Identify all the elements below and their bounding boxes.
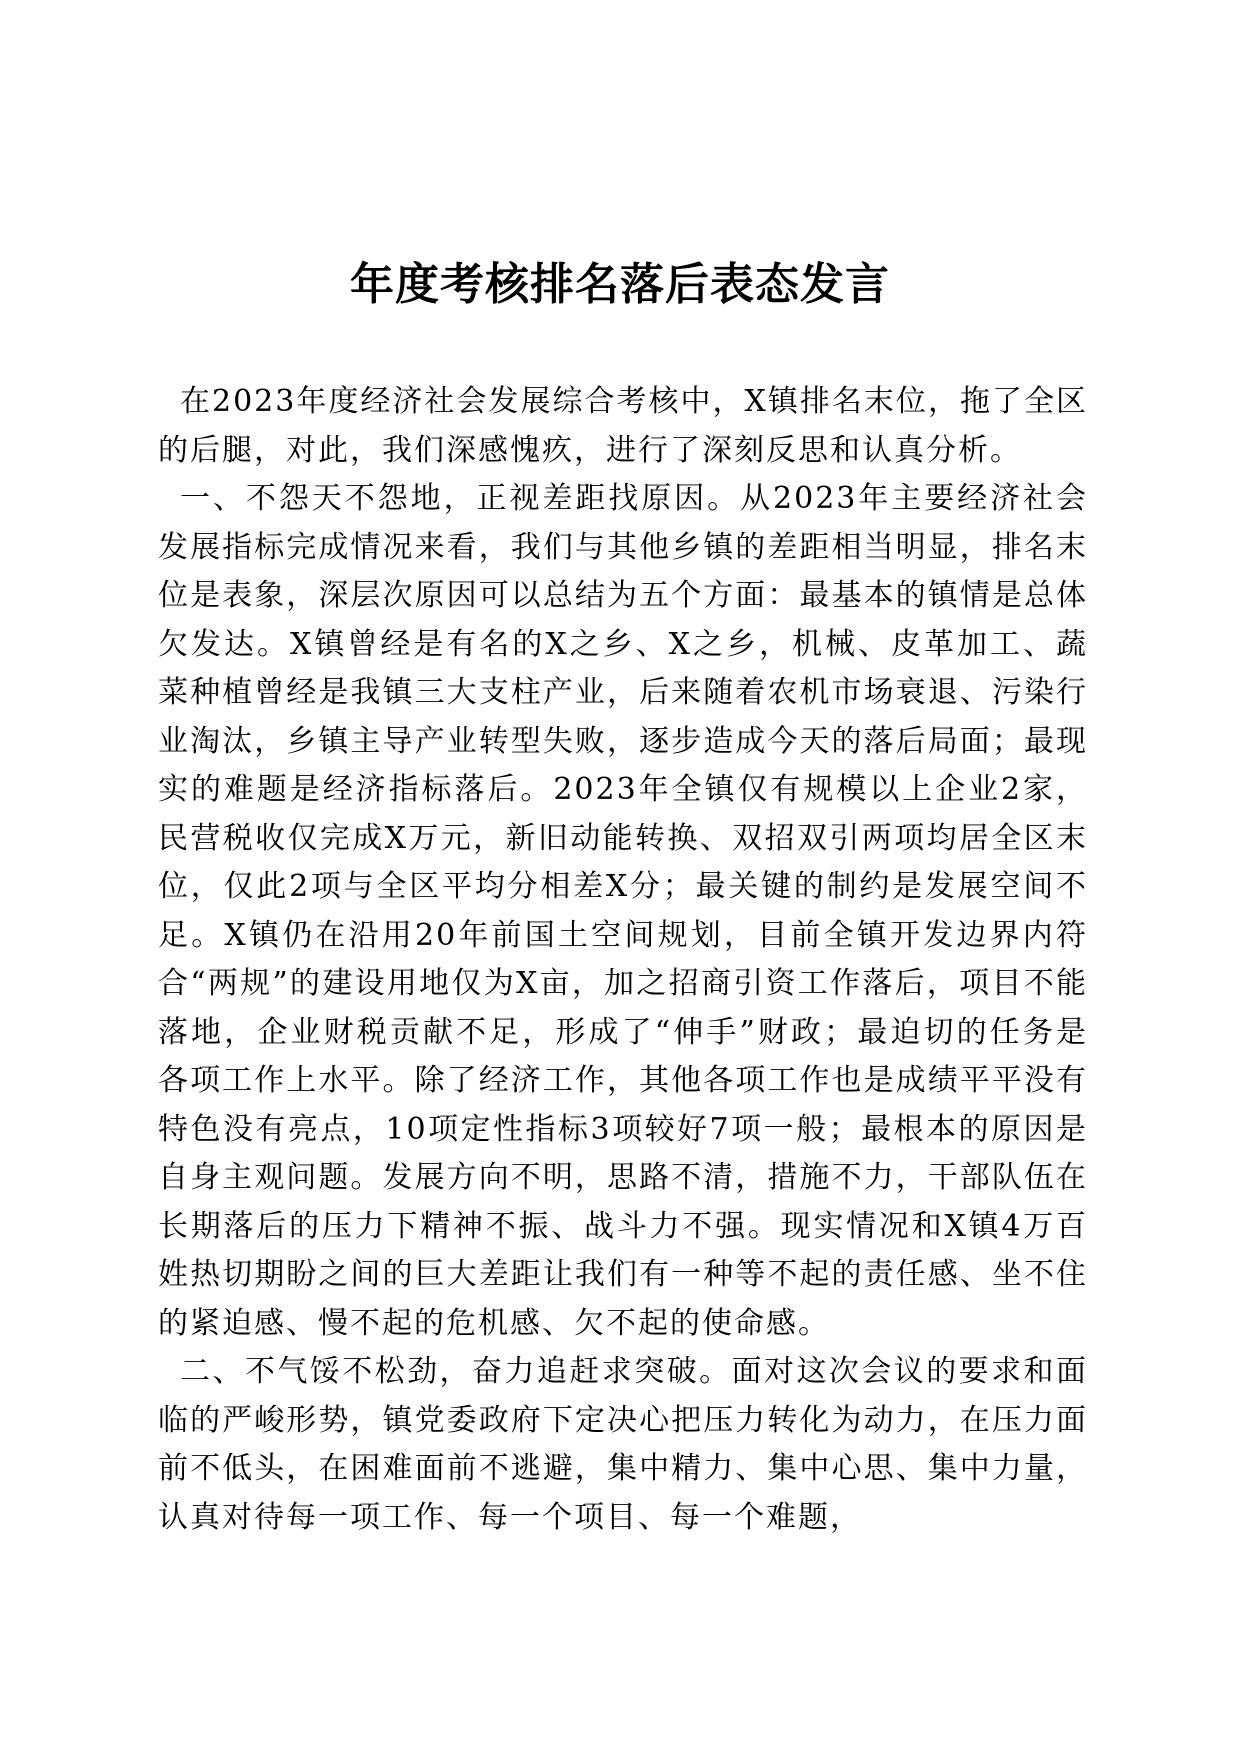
paragraph-section-one: 一、不怨天不怨地，正视差距找原因。从2023年主要经济社会发展指标完成情况来看，我们与其他乡镇的差距相当明显，排名末位是表象，深层次原因可以总结为五个方面：最基本的镇情是总体欠发达。X镇曾经是有名的X之乡、X之乡，机械、皮革加工、蔬菜种植曾经是我镇三大支柱产业，后来随着农机市场衰退、污染行业淘汰，乡镇主导产业转型失败，逐步造成今天的落后局面；最现实的难题是经济指标落后。2023年全镇仅有规模以上企业2家，民营税收仅完成X万元，新旧动能转换、双招双引两项均居全区末位，仅此2项与全区平均分相差X分；最关键的制约是发展空间不足。X镇仍在沿用20年前国土空间规划，目前全镇开发边界内符合“两规”的建设用地仅为X亩，加之招商引资工作落后，项目不能落地，企业财税贡献不足，形成了“伸手”财政；最迫切的任务是各项工作上水平。除了经济工作，其他各项工作也是成绩平平没有特色没有亮点，10项定性指标3项较好7项一般；最根本的原因是自身主观问题。发展方向不明，思路不清，措施不力，干部队伍在长期落后的压力下精神不振、战斗力不强。现实情况和X镇4万百姓热切期盼之间的巨大差距让我们有一种等不起的责任感、坐不住的紧迫感、慢不起的危机感、欠不起的使命感。 <box>158 481 1088 1341</box>
document-body <box>158 378 1088 1542</box>
document-title: 年度考核排名落后表态发言 <box>350 259 890 310</box>
paragraph-intro: 在2023年度经济社会发展综合考核中，X镇排名末位，拖了全区的后腿，对此，我们深感愧疚，进行了深刻反思和认真分析。 <box>158 384 1088 468</box>
paragraph-section-two: 二、不气馁不松劲，奋力追赶求突破。面对这次会议的要求和面临的严峻形势，镇党委政府下定决心把压力转化为动力，在压力面前不低头，在困难面前不逃避，集中精力、集中心思、集中力量，认真对待每一项工作、每一个项目、每一个难题， <box>158 1354 1088 1535</box>
